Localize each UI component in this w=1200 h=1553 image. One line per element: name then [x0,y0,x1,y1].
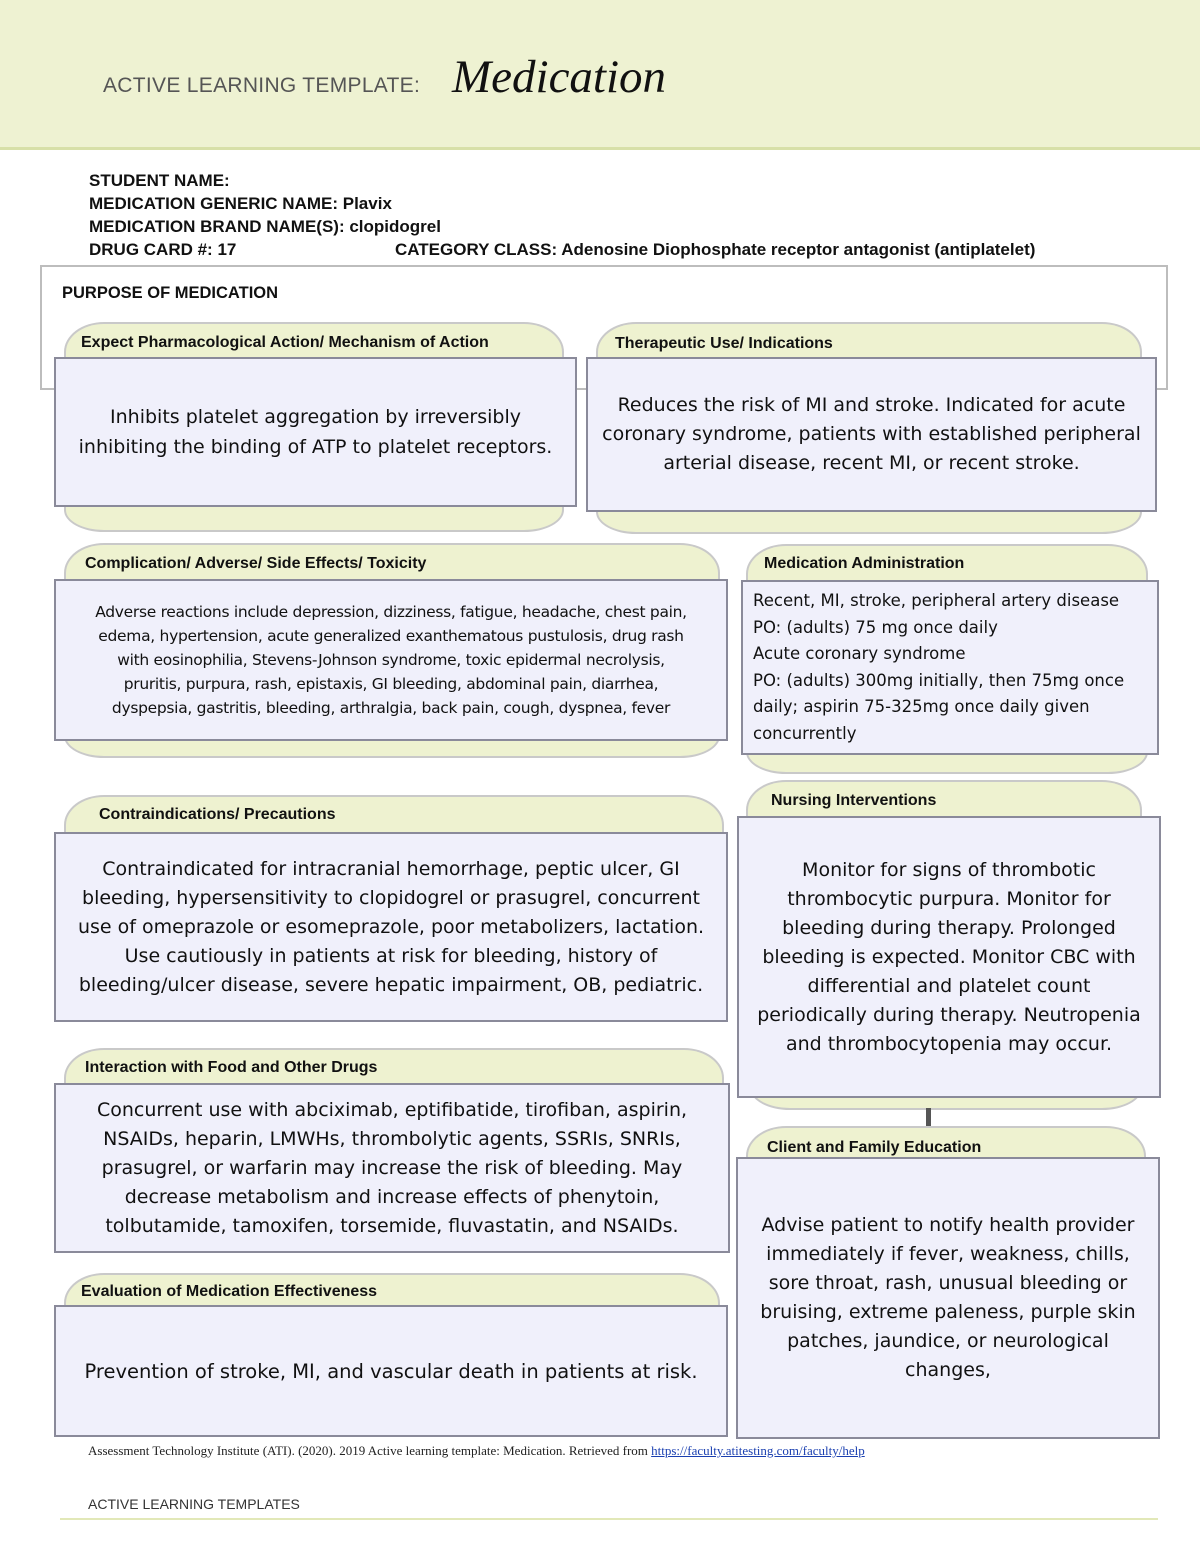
generic-name-line [89,194,392,214]
purpose-title: PURPOSE OF MEDICATION [62,284,279,302]
mechanism-text: Inhibits platelet aggregation by irreversibly inhibiting the binding of ATP to platelet receptors. [78,406,553,458]
nursing-title: Nursing Interventions [771,792,937,809]
adverse-text: Adverse reactions include depression, dizziness, fatigue, headache, chest pain, edema, hypertension, acute generalized exanthematous pustulosis, drug rash with eosinophilia, Stevens-Johnson syndrome, toxic epidermal necrolysis, pruritis, purpura, rash, epistaxis, GI bleeding, abdominal pain, diarrhea, dyspepsia, gastritis, bleeding, arthralgia, back pain, cough, dyspnea, fever [95,603,687,717]
contraindications-box [54,832,728,1022]
administration-text: Recent, MI, stroke, peripheral artery disease PO: (adults) 75 mg once daily Acute coronary syndrome PO: (adults) 300mg initially, then 75mg once daily; aspirin 75-325mg once daily given concurrently [753,591,1125,743]
therapeutic-text: Reduces the risk of MI and stroke. Indicated for acute coronary syndrome, patients with established peripheral arterial disease, recent MI, or recent stroke. [602,394,1141,474]
template-label: ACTIVE LEARNING TEMPLATE: [103,74,421,97]
interactions-title: Interaction with Food and Other Drugs [85,1059,378,1076]
administration-box [741,580,1159,755]
evaluation-title: Evaluation of Medication Effectiveness [81,1283,378,1300]
education-box [736,1157,1160,1439]
page-title: Medication [452,51,667,103]
drug-card-value: 17 [217,240,237,259]
brand-name-line [89,217,441,237]
brand-name-value: clopidogrel [349,217,441,236]
administration-title: Medication Administration [764,555,965,572]
drug-card-line [89,240,236,260]
adverse-box [54,579,728,741]
nursing-text: Monitor for signs of thrombotic thrombocytic purpura. Monitor for bleeding during therapy. Prolonged bleeding is expected. Monitor CBC with differential and platelet count periodically during therapy. Neutropenia and thrombocytopenia may occur. [757,858,1141,1055]
nursing-box [737,816,1161,1098]
interactions-text: Concurrent use with abciximab, eptifibatide, tirofiban, aspirin, NSAIDs, heparin, LMWHs, thrombolytic agents, SSRIs, SNRIs, prasugrel, or warfarin may increase the risk of bleeding. May decrease metabolism and increase effects of phenytoin, tolbutamide, tamoxifen, torsemide, fluvastatin, and NSAIDs. [96,1098,688,1237]
footer-label: ACTIVE LEARNING TEMPLATES [88,1496,300,1512]
adverse-title: Complication/ Adverse/ Side Effects/ Toxicity [85,555,427,572]
citation [88,1443,865,1459]
citation-text: Assessment Technology Institute (ATI). (2020). 2019 Active learning template: Medication. Retrieved from [88,1443,648,1458]
category-class-value: Adenosine Diophosphate receptor antagonist (antiplatelet) [561,240,1036,259]
mechanism-box [54,357,577,507]
interactions-box [54,1083,730,1253]
education-title: Client and Family Education [767,1139,982,1156]
generic-name-label: MEDICATION GENERIC NAME: [89,194,339,213]
student-name-line [89,171,230,191]
category-class-label: CATEGORY CLASS: [395,240,558,259]
mechanism-title: Expect Pharmacological Action/ Mechanism of Action [81,334,489,351]
evaluation-text: Prevention of stroke, MI, and vascular death in patients at risk. [84,1359,698,1383]
category-class-line [395,240,1035,260]
contraindications-title: Contraindications/ Precautions [99,806,336,823]
drug-card-label: DRUG CARD #: [89,240,213,259]
footer-rule [60,1518,1158,1520]
education-text: Advise patient to notify health provider immediately if fever, weakness, chills, sore throat, rash, unusual bleeding or bruising, extreme paleness, purple skin patches, jaundice, or neurological changes, [760,1214,1136,1381]
citation-link[interactable]: https://faculty.atitesting.com/faculty/help [651,1443,865,1458]
evaluation-box [54,1305,728,1437]
generic-name-value: Plavix [342,194,392,213]
therapeutic-title: Therapeutic Use/ Indications [615,335,833,352]
student-name-label: STUDENT NAME: [89,171,230,190]
connector-line [926,1108,931,1126]
contraindications-text: Contraindicated for intracranial hemorrhage, peptic ulcer, GI bleeding, hypersensitivity to clopidogrel or prasugrel, concurrent use of omeprazole or esomeprazole, poor metabolizers, lactation. Use cautiously in patients at risk for bleeding, history of bleeding/ulcer disease, severe hepatic impairment, OB, pediatric. [77,857,705,996]
brand-name-label: MEDICATION BRAND NAME(S): [89,217,345,236]
therapeutic-box [586,357,1157,512]
